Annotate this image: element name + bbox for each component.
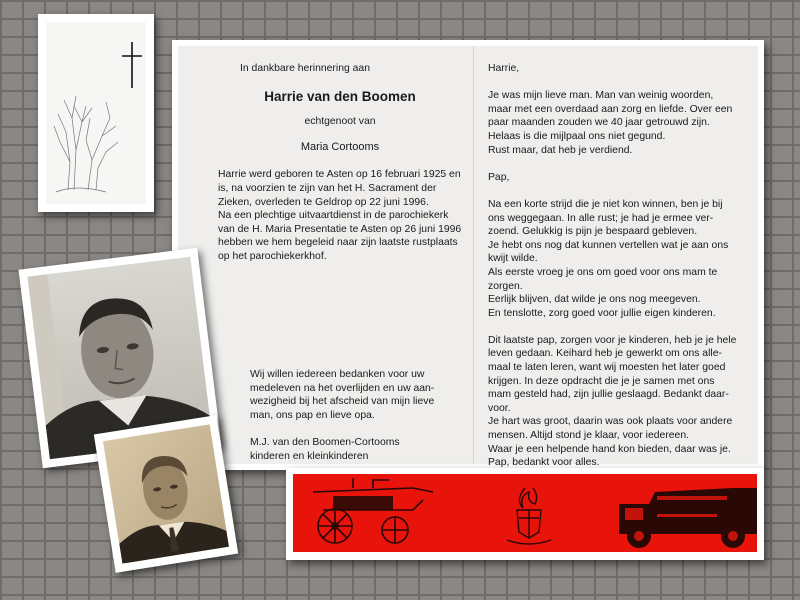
signature-name: M.J. van den Boomen-Cortooms: [250, 436, 400, 448]
para3-line: maal te laten leren, want wij moesten het later goed: [488, 362, 726, 374]
para2-line: Als eerste vroeg je ons om goed voor ons mam te: [488, 266, 718, 278]
para1-line: Je was mijn lieve man. Man van weinig woorden,: [488, 90, 714, 102]
tree-drawing: [46, 22, 146, 204]
para2-line: Na een korte strijd die je niet kon winnen, ben je bij: [488, 198, 723, 210]
para3-line: mensen. Altijd stond je klaar, voor iedereen.: [488, 430, 690, 442]
bio-text: [218, 168, 462, 263]
para2-line: ons weggegaan. In alle rust; je had je ermee ver-: [488, 212, 714, 224]
para2-line: kwijt wilde.: [488, 253, 538, 265]
para2-line: En tenslotte, zorg goed voor jullie eigen kinderen.: [488, 307, 716, 319]
fire-cart-icon: [313, 478, 433, 543]
para2-line: zoend. Gelukkig is pijn je bespaard gebleven.: [488, 226, 698, 238]
bio-line: Na een plechtige uitvaartdienst in de parochiekerk: [218, 210, 449, 222]
intro-text: In dankbare herinnering aan: [240, 63, 370, 74]
signature-family: kinderen en kleinkinderen: [250, 450, 369, 462]
greeting-pap: Pap,: [488, 171, 510, 183]
banner-red: [293, 474, 757, 552]
para2-line: Je hebt ons nog dat kunnen vertellen wat je aan ons: [488, 239, 729, 251]
bio-line: Harrie werd geboren te Asten op 16 februari 1925 en: [218, 169, 461, 181]
portrait-photo-young: [94, 415, 238, 573]
para3-line: voor.: [488, 402, 511, 414]
relation-text: echtgenoot van: [304, 116, 376, 128]
deceased-name: Harrie van den Boomen: [264, 88, 416, 104]
memorial-card: [172, 40, 764, 470]
thanks-block: [250, 368, 458, 463]
fire-emblem-icon: [507, 488, 551, 544]
para2-line: zorgen.: [488, 280, 523, 292]
banner-artwork: [293, 474, 757, 552]
para3-line: Dit laatste pap, zorgen voor je kinderen, heb je je hele: [488, 334, 737, 346]
bio-line: hebben we hem begeleid naar zijn laatste rustplaats: [218, 237, 458, 249]
bio-line: Zieken, overleden te Geldrop op 22 juni 1996.: [218, 196, 429, 208]
bio-line: is, na voorzien te zijn van het H. Sacrament der: [218, 182, 437, 194]
para3-line: Je hart was groot, daarin was ook plaats voor andere: [488, 416, 733, 428]
para3-line: Waar je een helpende hand kon bieden, daar was je.: [488, 443, 731, 455]
right-panel: [488, 62, 750, 470]
para3-line: leven gedaan. Keihard heb je gewerkt om ons alle-: [488, 348, 722, 360]
fire-brigade-banner: [286, 468, 764, 560]
para1-line: maar met een overdaad aan zorg en liefde. Over een: [488, 103, 733, 115]
young-man-portrait-drawing: [103, 424, 229, 563]
para1-line: paar maanden zouden we 40 jaar getrouwd zijn.: [488, 117, 710, 129]
bio-line: van de H. Maria Presentatie te Asten op 26 juni 1996: [218, 223, 462, 235]
spouse-name: Maria Cortooms: [300, 140, 380, 153]
para3-line: krijgen. In deze opdracht die je je samen met ons: [488, 375, 715, 387]
left-panel: [218, 62, 462, 264]
fire-truck-icon: [619, 488, 757, 548]
cross-card-inner: [46, 22, 146, 204]
para2-line: Eerlijk blijven, dat wilde je ons nog meegeven.: [488, 294, 701, 306]
fold-line: [473, 46, 474, 464]
thanks-line: medeleven na het overlijden en uw aan-: [250, 382, 435, 394]
thanks-line: wezigheid bij het afscheid van mijn lieve: [250, 396, 435, 408]
cross-card: [38, 14, 154, 212]
para1-line: Rust maar, dat heb je verdiend.: [488, 144, 633, 156]
memorial-paper: [178, 46, 758, 469]
thanks-line: man, ons pap en lieve opa.: [250, 409, 375, 421]
para3-line: Pap, bedankt voor alles.: [488, 457, 600, 469]
bio-line: op het parochiekerkhof.: [218, 250, 327, 262]
portrait-young-image: [103, 424, 229, 563]
cross-icon: [122, 42, 142, 88]
para1-line: Helaas is die mijlpaal ons niet gegund.: [488, 130, 666, 142]
thanks-line: Wij willen iedereen bedanken voor uw: [250, 369, 425, 380]
para3-line: mam gesteld had, zijn jullie geslaagd. Bedankt daar-: [488, 389, 729, 401]
greeting-harrie: Harrie,: [488, 63, 520, 74]
